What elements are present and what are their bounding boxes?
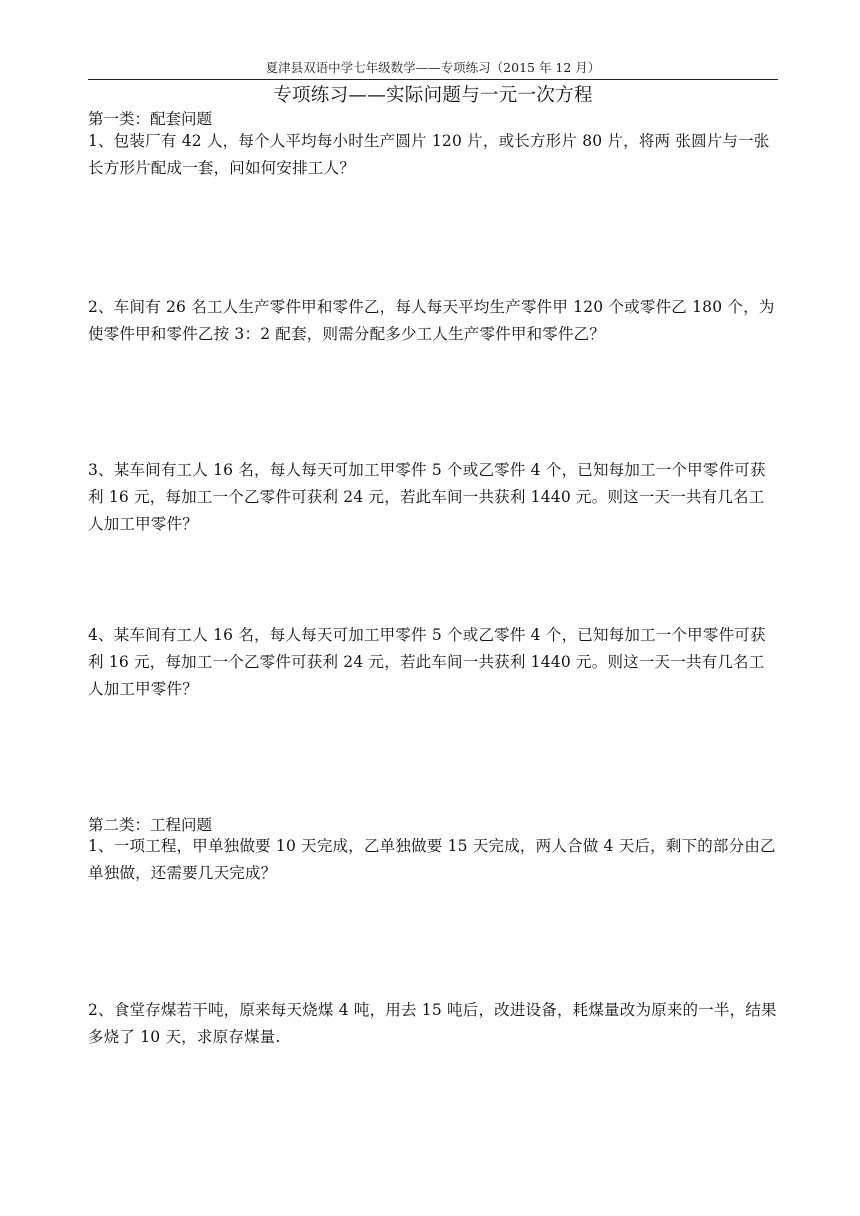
problem-engineering-1: 1、一项工程，甲单独做要 10 天完成，乙单独做要 15 天完成，两人合做 4 天后，剩下的部分由乙单独做，还需要几天完成？	[88, 837, 776, 882]
problem-matching-2: 2、车间有 26 名工人生产零件甲和零件乙，每人每天平均生产零件甲 120 个或零件乙 180 个，为使零件甲和零件乙按 3：2 配套，则需分配多少工人生产零件甲和零件乙？	[88, 298, 775, 343]
problem-engineering-2: 2、食堂存煤若干吨，原来每天烧煤 4 吨，用去 15 吨后，改进设备，耗煤量改为原来的一半，结果多烧了 10 天，求原存煤量.	[88, 1001, 777, 1046]
section-title-matching: 第一类：配套问题	[88, 110, 213, 128]
problem-matching-3: 3、某车间有工人 16 名，每人每天可加工甲零件 5 个或乙零件 4 个，已知每加工一个甲零件可获利 16 元，每加工一个乙零件可获利 24 元，若此车间一共获利 1440 元。则这一天一共有几名工人加工甲零件？	[88, 461, 766, 533]
running-header: 夏津县双语中学七年级数学——专项练习（2015 年 12 月）	[265, 60, 601, 75]
section-title-engineering: 第二类：工程问题	[88, 816, 213, 834]
problem-matching-1: 1、包装厂有 42 人，每个人平均每小时生产圆片 120 片，或长方形片 80 片，将两 张圆片与一张长方形片配成一套，问如何安排工人？	[88, 132, 770, 177]
header-rule	[88, 79, 778, 80]
document-title: 专项练习——实际问题与一元一次方程	[273, 85, 593, 106]
problem-matching-4: 4、某车间有工人 16 名，每人每天可加工甲零件 5 个或乙零件 4 个，已知每加工一个甲零件可获利 16 元，每加工一个乙零件可获利 24 元，若此车间一共获利 1440 元。则这一天一共有几名工人加工甲零件？	[88, 626, 766, 698]
